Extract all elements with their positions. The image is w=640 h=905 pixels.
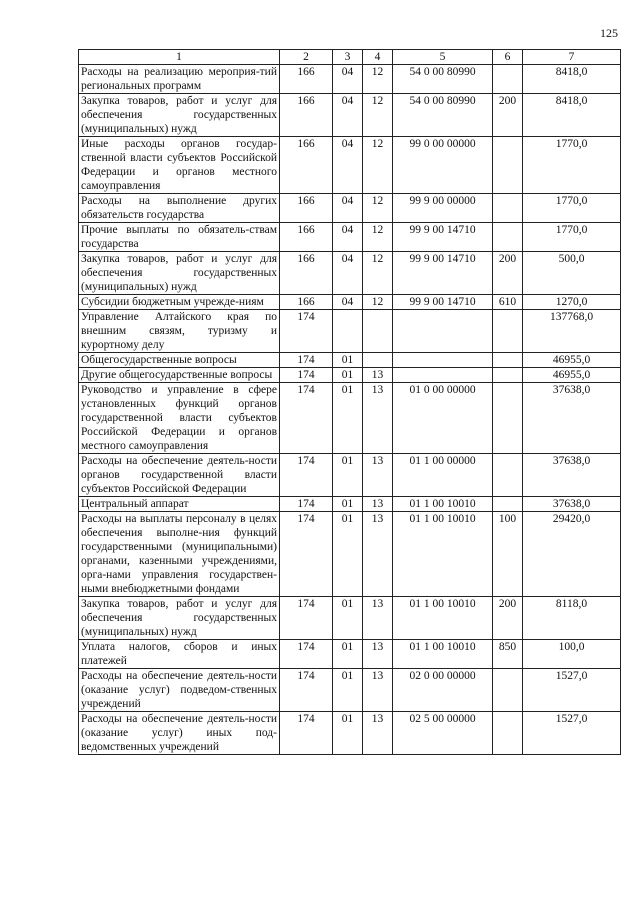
cell-section: 01 [333, 640, 363, 669]
cell-target-article: 01 1 00 00000 [393, 454, 493, 497]
cell-admin-code: 174 [280, 512, 333, 597]
cell-target-article [393, 353, 493, 368]
table-row [79, 512, 621, 597]
cell-section: 04 [333, 223, 363, 252]
cell-expense-type [493, 368, 523, 383]
cell-name: Общегосударственные вопросы [79, 353, 280, 368]
cell-expense-type [493, 383, 523, 454]
table-row [79, 353, 621, 368]
cell-section: 01 [333, 383, 363, 454]
cell-expense-type [493, 497, 523, 512]
cell-subsection: 13 [363, 640, 393, 669]
table-row [79, 383, 621, 454]
cell-admin-code: 166 [280, 295, 333, 310]
cell-subsection [363, 353, 393, 368]
cell-target-article: 01 1 00 10010 [393, 640, 493, 669]
cell-admin-code: 174 [280, 597, 333, 640]
cell-target-article: 99 9 00 14710 [393, 223, 493, 252]
cell-target-article: 01 1 00 10010 [393, 597, 493, 640]
cell-section: 04 [333, 65, 363, 94]
cell-expense-type: 200 [493, 252, 523, 295]
cell-name: Расходы на обеспечение деятель-ности (оказание услуг) иных под-ведомственных учреждений [79, 712, 280, 755]
table-row [79, 497, 621, 512]
cell-admin-code: 166 [280, 252, 333, 295]
cell-subsection: 12 [363, 252, 393, 295]
cell-expense-type [493, 65, 523, 94]
cell-target-article: 01 0 00 00000 [393, 383, 493, 454]
cell-admin-code: 174 [280, 640, 333, 669]
header-cell: 3 [333, 50, 363, 65]
cell-amount: 1270,0 [523, 295, 621, 310]
cell-section: 04 [333, 137, 363, 194]
cell-expense-type: 850 [493, 640, 523, 669]
cell-name: Расходы на обеспечение деятель-ности (оказание услуг) подведом-ственных учреждений [79, 669, 280, 712]
cell-subsection: 13 [363, 712, 393, 755]
cell-amount: 1770,0 [523, 194, 621, 223]
cell-name: Прочие выплаты по обязатель-ствам государства [79, 223, 280, 252]
cell-amount: 1770,0 [523, 137, 621, 194]
cell-subsection: 13 [363, 368, 393, 383]
cell-target-article: 02 5 00 00000 [393, 712, 493, 755]
page-number: 125 [600, 26, 618, 40]
cell-expense-type [493, 137, 523, 194]
cell-admin-code: 166 [280, 94, 333, 137]
cell-section: 01 [333, 669, 363, 712]
cell-admin-code: 174 [280, 712, 333, 755]
cell-admin-code: 174 [280, 669, 333, 712]
table-row [79, 640, 621, 669]
cell-section: 01 [333, 712, 363, 755]
cell-subsection: 12 [363, 65, 393, 94]
cell-amount: 37638,0 [523, 454, 621, 497]
header-cell: 7 [523, 50, 621, 65]
table-row [79, 194, 621, 223]
cell-target-article: 99 9 00 00000 [393, 194, 493, 223]
cell-subsection: 12 [363, 94, 393, 137]
cell-target-article [393, 310, 493, 353]
cell-section: 04 [333, 295, 363, 310]
cell-target-article: 01 1 00 10010 [393, 497, 493, 512]
table-row [79, 223, 621, 252]
cell-name: Расходы на реализацию мероприя-тий региональных программ [79, 65, 280, 94]
table-row [79, 310, 621, 353]
cell-expense-type: 200 [493, 94, 523, 137]
cell-expense-type [493, 194, 523, 223]
cell-admin-code: 174 [280, 497, 333, 512]
cell-admin-code: 166 [280, 137, 333, 194]
cell-section: 04 [333, 194, 363, 223]
cell-expense-type [493, 223, 523, 252]
table-row [79, 597, 621, 640]
cell-target-article: 01 1 00 10010 [393, 512, 493, 597]
cell-subsection [363, 310, 393, 353]
cell-name: Управление Алтайского края по внешним связям, туризму и курортному делу [79, 310, 280, 353]
cell-target-article: 54 0 00 80990 [393, 65, 493, 94]
cell-section: 01 [333, 512, 363, 597]
cell-section: 01 [333, 368, 363, 383]
cell-target-article: 99 0 00 00000 [393, 137, 493, 194]
cell-target-article: 02 0 00 00000 [393, 669, 493, 712]
table-body [79, 50, 621, 755]
table-row [79, 712, 621, 755]
cell-section: 04 [333, 252, 363, 295]
header-cell: 4 [363, 50, 393, 65]
cell-admin-code: 166 [280, 223, 333, 252]
cell-name: Расходы на выплаты персоналу в целях обеспечения выполне-ния функций государственными (муниципальными) органами, казенными учреждениями, орга-нами управления государствен-ными внебюджетными фондами [79, 512, 280, 597]
cell-admin-code: 166 [280, 65, 333, 94]
cell-subsection: 12 [363, 194, 393, 223]
cell-name: Уплата налогов, сборов и иных платежей [79, 640, 280, 669]
cell-subsection: 13 [363, 512, 393, 597]
cell-expense-type: 610 [493, 295, 523, 310]
table-header-row [79, 50, 621, 65]
table-row [79, 295, 621, 310]
table-row [79, 454, 621, 497]
cell-amount: 46955,0 [523, 368, 621, 383]
cell-amount: 8418,0 [523, 94, 621, 137]
table-row [79, 368, 621, 383]
cell-target-article: 99 9 00 14710 [393, 252, 493, 295]
cell-subsection: 12 [363, 295, 393, 310]
cell-expense-type [493, 310, 523, 353]
cell-admin-code: 174 [280, 454, 333, 497]
cell-section: 01 [333, 497, 363, 512]
cell-expense-type [493, 669, 523, 712]
cell-amount: 46955,0 [523, 353, 621, 368]
cell-amount: 29420,0 [523, 512, 621, 597]
cell-subsection: 12 [363, 223, 393, 252]
cell-subsection: 12 [363, 137, 393, 194]
cell-name: Другие общегосударственные вопросы [79, 368, 280, 383]
cell-amount: 8118,0 [523, 597, 621, 640]
cell-section: 01 [333, 454, 363, 497]
table-row [79, 94, 621, 137]
header-cell: 2 [280, 50, 333, 65]
cell-subsection: 13 [363, 454, 393, 497]
cell-subsection: 13 [363, 497, 393, 512]
table-row [79, 669, 621, 712]
cell-amount: 100,0 [523, 640, 621, 669]
cell-expense-type [493, 353, 523, 368]
cell-admin-code: 174 [280, 383, 333, 454]
cell-amount: 1770,0 [523, 223, 621, 252]
table-row [79, 252, 621, 295]
budget-table [78, 49, 621, 755]
cell-amount: 37638,0 [523, 383, 621, 454]
cell-target-article: 99 9 00 14710 [393, 295, 493, 310]
cell-admin-code: 174 [280, 310, 333, 353]
cell-expense-type [493, 454, 523, 497]
header-cell: 1 [79, 50, 280, 65]
cell-name: Центральный аппарат [79, 497, 280, 512]
cell-amount: 37638,0 [523, 497, 621, 512]
cell-amount: 1527,0 [523, 712, 621, 755]
cell-section: 04 [333, 94, 363, 137]
cell-admin-code: 174 [280, 353, 333, 368]
cell-subsection: 13 [363, 597, 393, 640]
cell-name: Иные расходы органов государ-ственной власти субъектов Российской Федерации и органов местного самоуправления [79, 137, 280, 194]
cell-name: Закупка товаров, работ и услуг для обеспечения государственных (муниципальных) нужд [79, 94, 280, 137]
cell-admin-code: 166 [280, 194, 333, 223]
cell-subsection: 13 [363, 383, 393, 454]
cell-target-article: 54 0 00 80990 [393, 94, 493, 137]
cell-amount: 500,0 [523, 252, 621, 295]
cell-amount: 8418,0 [523, 65, 621, 94]
cell-name: Руководство и управление в сфере установленных функций органов государственной власти субъектов Российской Федерации и органов местного самоуправления [79, 383, 280, 454]
cell-expense-type: 200 [493, 597, 523, 640]
cell-name: Расходы на выполнение других обязательств государства [79, 194, 280, 223]
cell-section [333, 310, 363, 353]
cell-name: Расходы на обеспечение деятель-ности органов государственной власти субъектов Российской Федерации [79, 454, 280, 497]
cell-name: Субсидии бюджетным учрежде-ниям [79, 295, 280, 310]
cell-amount: 1527,0 [523, 669, 621, 712]
header-cell: 5 [393, 50, 493, 65]
cell-target-article [393, 368, 493, 383]
header-cell: 6 [493, 50, 523, 65]
table-row [79, 65, 621, 94]
cell-name: Закупка товаров, работ и услуг для обеспечения государственных (муниципальных) нужд [79, 252, 280, 295]
cell-name: Закупка товаров, работ и услуг для обеспечения государственных (муниципальных) нужд [79, 597, 280, 640]
cell-section: 01 [333, 597, 363, 640]
cell-admin-code: 174 [280, 368, 333, 383]
cell-expense-type: 100 [493, 512, 523, 597]
cell-subsection: 13 [363, 669, 393, 712]
cell-amount: 137768,0 [523, 310, 621, 353]
cell-section: 01 [333, 353, 363, 368]
table-row [79, 137, 621, 194]
cell-expense-type [493, 712, 523, 755]
